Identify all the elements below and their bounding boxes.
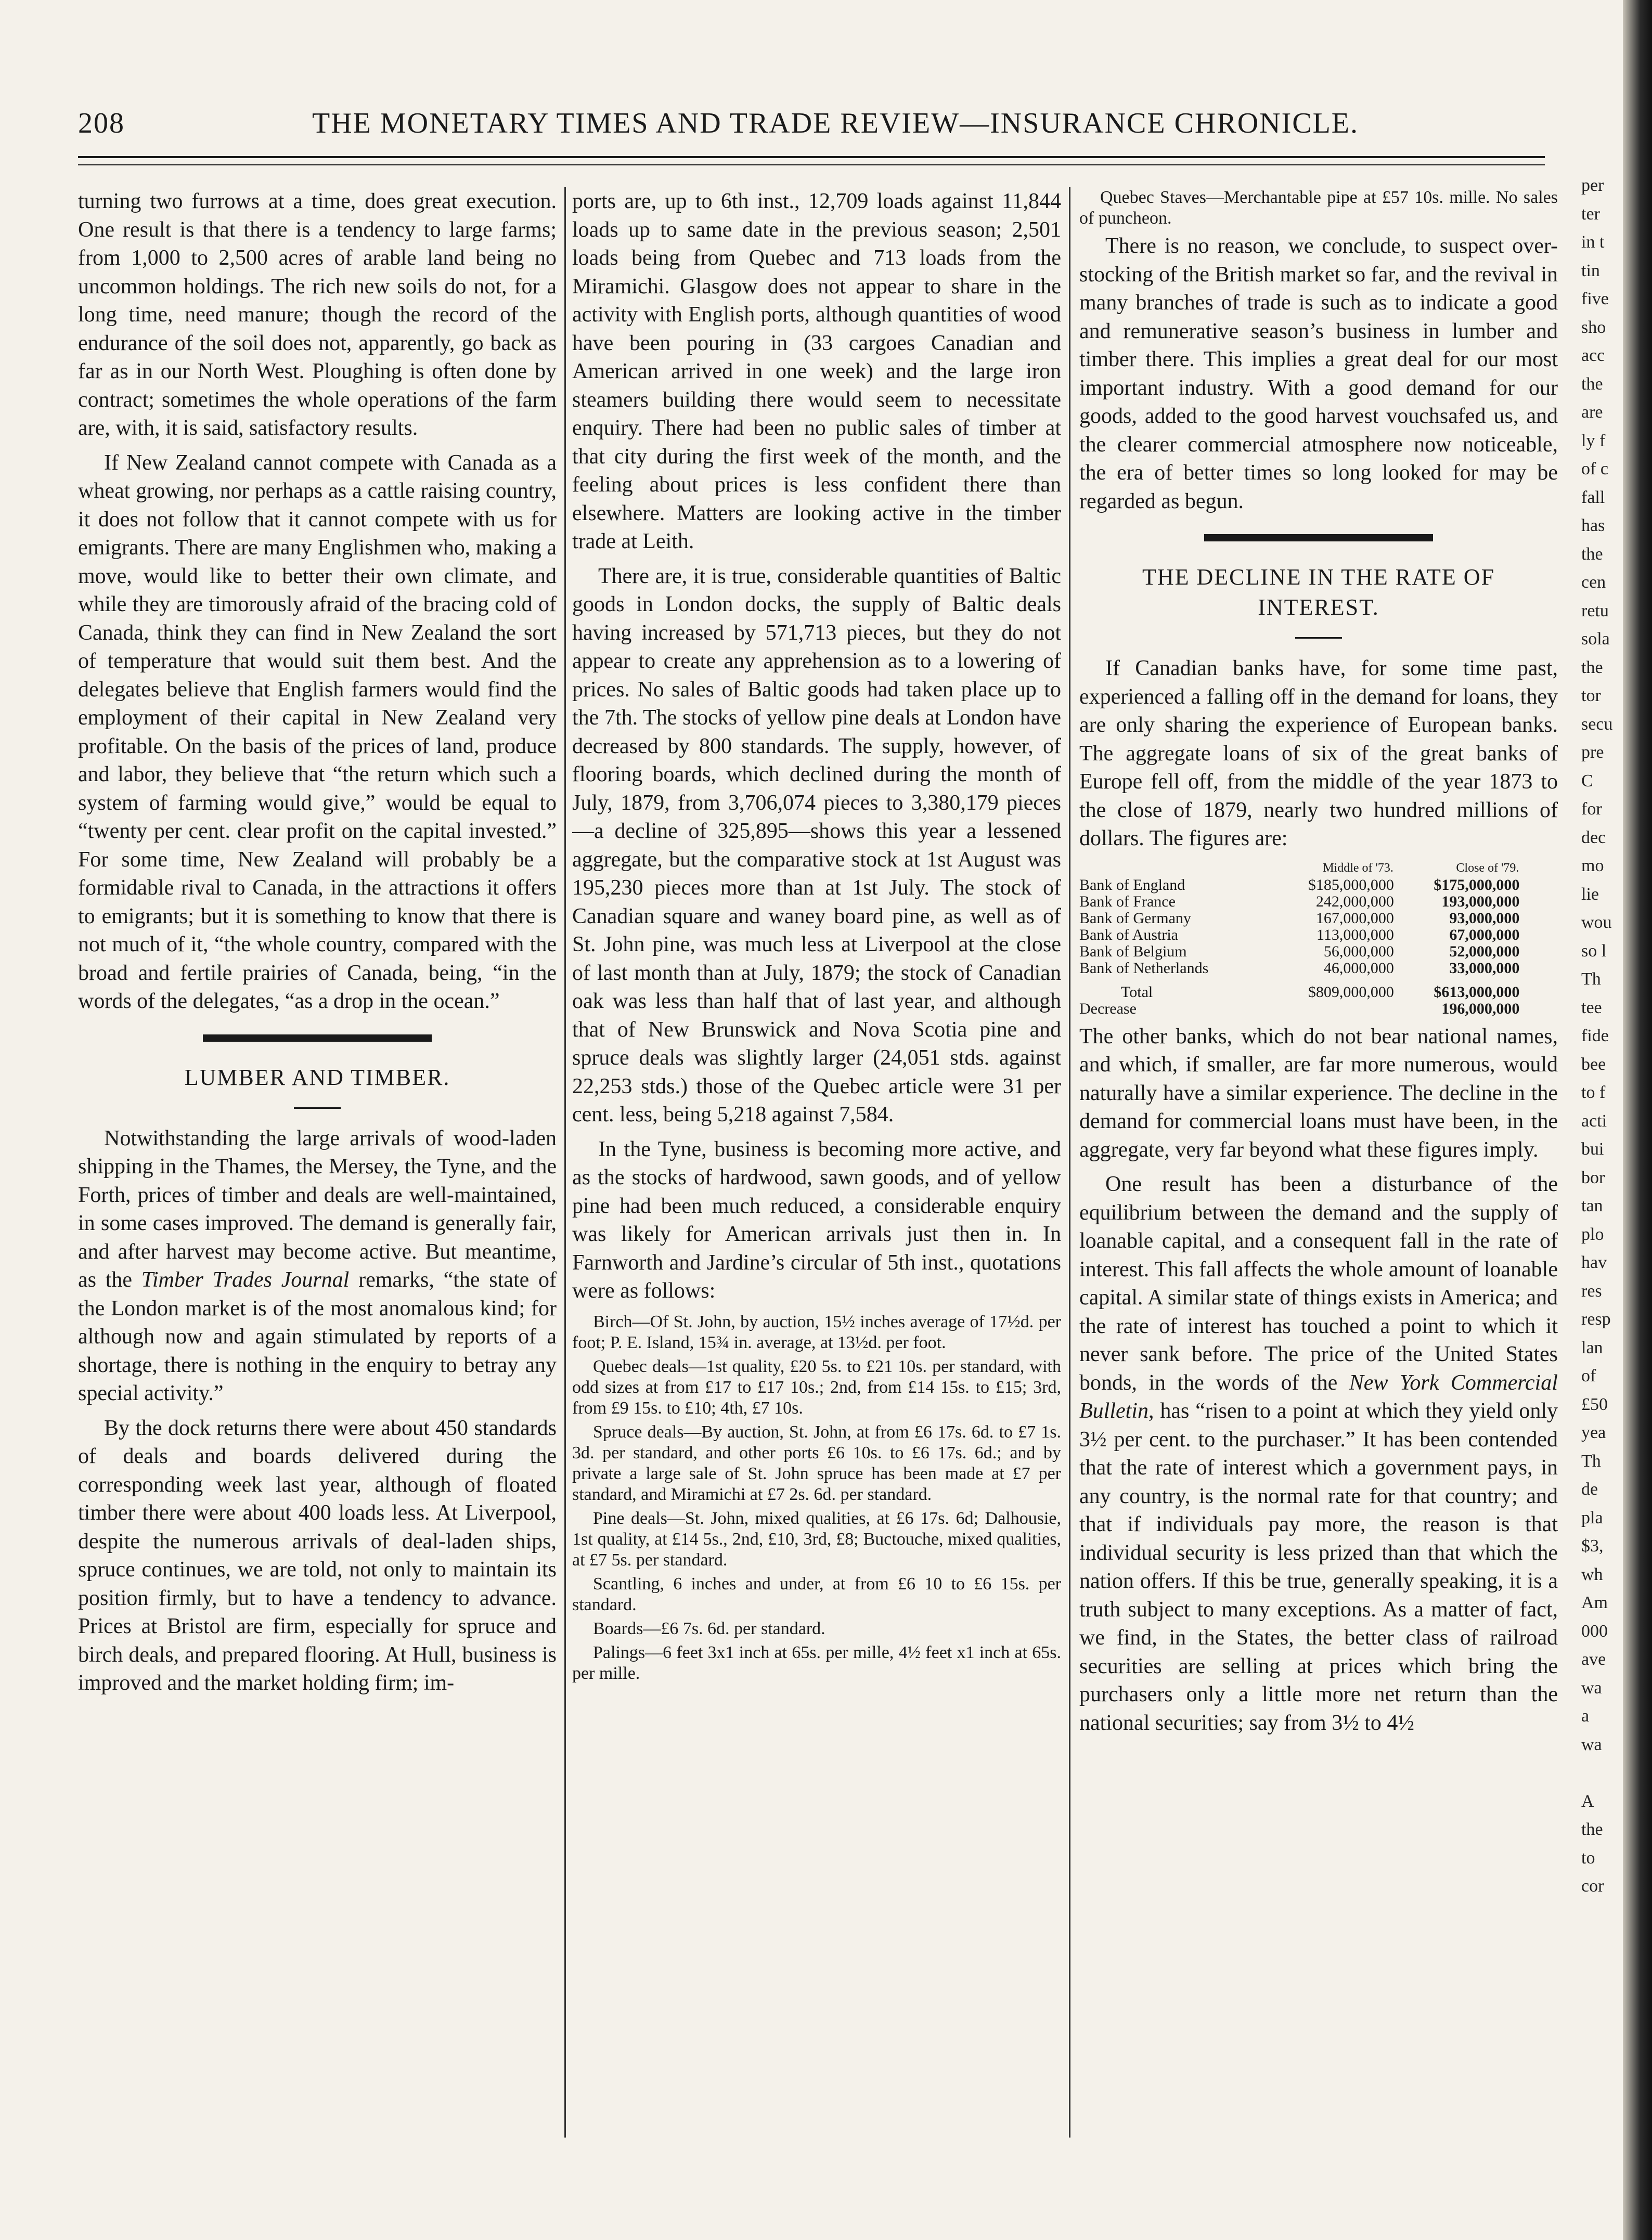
page-gutter-shadow [1623,0,1652,2240]
facing-page-fragment [1581,172,1623,2148]
quotation-item: Spruce deals—By auction, St. John, at from £6 17s. 6d. to £7 1s. 3d. per standard, and other ports £6 10s. to £6 17s. 6d.; and by private a large sale of St. John spruce has been made at £7 per standard, and Miramichi at £7 2s. 6d. per standard. [572,1422,1061,1504]
facing-page-word: lan [1581,1338,1603,1357]
facing-page-word: has [1581,516,1605,535]
facing-page-word: sho [1581,317,1606,337]
facing-page-word: pla [1581,1508,1603,1527]
facing-page-word: secu [1581,714,1613,734]
facing-page-word: 000 [1581,1621,1608,1641]
table-row: Bank of Belgium 56,000,000 52,000,000 [1079,942,1520,960]
facing-page-word: £50 [1581,1394,1608,1414]
column-divider [1069,187,1070,2138]
facing-page-word: fide [1581,1026,1609,1045]
header-rule [78,156,1545,165]
facing-page-word: retu [1581,601,1609,620]
table-row: Bank of Netherlands 46,000,000 33,000,000 [1079,959,1520,977]
paragraph: turning two furrows at a time, does great execution. One result is that there is a tendency to large farms; from 1,000 to 2,500 acres of arable land being no uncommon holdings. The rich new soils do not, for a long time, need manure; though the record of the endurance of the soil does not, apparently, go back as far as in our North West. Ploughing is often done by contract; sometimes the whole operations of the farm are, with, it is said, satisfactory results. [78,189,557,440]
paragraph: One result has been a disturbance of the equilibrium between the demand and the supply of loanable capital, and a consequent fall in the rate of interest. This fall affects the whole amount of loanable capital. A similar state of things exists in America; and the rate of interest has touched a point to which it never sank before. The price of the United States bonds, in the words of the New York Commercial Bulletin, has “risen to a point at which they yield only 3½ per cent. to the purchaser.” It has been contended that the rate of interest which a government pays, in any country, is the normal rate for that country; and that if individuals pay more, the reason is that individual security is less prized than that which the nation offers. If this be true, generally speaking, it is a truth subject to many exceptions. As a matter of fact, we find, in the States, the better class of railroad securities are selling at prices which bring the purchasers only a little more net return than the national securities; say from 3½ to 4½ [1079,1172,1558,1735]
facing-page-word: Am [1581,1593,1608,1612]
paragraph: There is no reason, we conclude, to suspect over-stocking of the British market so far, and the revival in many branches of trade is such as to indicate a good and remunerative season’s business in lumber and timber there. This implies a great deal for our most important industry. With a good demand for our goods, added to the good harvest vouchsafed us, and the clearer commercial atmosphere now noticeable, the era of better times so long looked for may be regarded as begun. [1079,234,1558,513]
quotation-item: Quebec Staves—Merchantable pipe at £57 10s. mille. No sales of puncheon. [1079,188,1558,228]
table-total-row: Total $809,000,000 $613,000,000 [1121,983,1520,1001]
facing-page-word: A [1581,1791,1594,1811]
quotations-list [1079,187,1558,229]
facing-page-word: sola [1581,629,1610,649]
facing-page-word: cor [1581,1876,1604,1896]
facing-page-word: the [1581,544,1603,564]
paragraph: Notwithstanding the large arrivals of wood-laden shipping in the Thames, the Mersey, the Tyne, and the Forth, prices of timber and deals are well-maintained, in some cases improved. The demand is generally fair, and after harvest may become active. But meantime, as the Timber Trades Journal remarks, “the state of the London market is of the most anomalous kind; for although now and again stimulated by reports of a shortage, there is nothing in the enquiry to betray any special activity.” [78,1126,557,1405]
facing-page-word: mo [1581,856,1604,875]
running-title: THE MONETARY TIMES AND TRADE REVIEW—INSURANCE CHRONICLE. [312,107,1359,139]
section-rule [1204,534,1433,541]
paragraph: In the Tyne, business is becoming more active, and as the stocks of hardwood, sawn goods, and of yellow pine had been much reduced, a considerable enquiry was likely for American arrivals just then in. In Farnworth and Jardine’s circular of 5th inst., quotations were as follows: [572,1137,1061,1303]
facing-page-word: of c [1581,459,1608,478]
paragraph: If Canadian banks have, for some time past, experienced a falling off in the demand for loans, they are only sharing the experience of European banks. The aggregate loans of six of the great banks of Europe fell off, from the middle of the year 1873 to the close of 1879, nearly two hundred millions of dollars. The figures are: [1079,656,1558,850]
paragraph: The other banks, which do not bear national names, and which, if smaller, are far more numerous, would naturally have a similar experience. The decline in the demand for commercial loans must have been, in the aggregate, very far beyond what these figures imply. [1079,1024,1558,1162]
facing-page-word: wa [1581,1734,1602,1754]
facing-page-word: Th [1581,969,1601,989]
facing-page-word: fall [1581,487,1605,507]
quotations-list [572,1312,1061,1684]
bank-loans-table [1079,859,1519,1017]
journal-title: New York Commercial Bulletin [1079,1370,1558,1423]
facing-page-word: ly f [1581,431,1606,450]
facing-page-word: tee [1581,998,1602,1017]
column-divider [564,187,566,2138]
facing-page-word [1581,1759,1623,1788]
facing-page-word: per [1581,176,1604,195]
facing-page-word: bee [1581,1054,1606,1074]
table-row: Bank of France 242,000,000 193,000,000 [1079,892,1520,910]
facing-page-word: to [1581,1848,1595,1868]
paragraph: If New Zealand cannot compete with Canada as a wheat growing, nor perhaps as a cattle raising country, it does not follow that it cannot compete with us for emigrants. There are many Englishmen who, making a move, would like to better their own climate, and while they are timorously afraid of the bracing cold of Canada, think they can find in New Zealand the sort of temperature that would suit them best. And the delegates believe that English farmers would find the employment of their capital in New Zealand very profitable. On the basis of the prices of land, produce and labor, they believe that “the return which such a system of farming would give,” would be equal to “twenty per cent. clear profit on the capital invested.” For some time, New Zealand will probably be a formidable rival to Canada, in the attractions it offers to emigrants; but it is something to know that there is not much of it, “the whole country, compared with the broad and fertile prairies of Canada, being, “in the words of the delegates, “as a drop in the ocean.” [78,450,557,1013]
facing-page-word: lie [1581,884,1599,904]
facing-page-word: tin [1581,261,1600,280]
journal-title: Timber Trades Journal [141,1268,350,1292]
facing-page-word: dec [1581,827,1606,847]
column-2 [572,187,1061,2153]
facing-page-word: a [1581,1706,1590,1726]
facing-page-word: so l [1581,941,1607,961]
paragraph: By the dock returns there were about 450 standards of deals and boards delivered during the corresponding week last year, although of floated timber there were about 400 loads less. At Liverpool, despite the numerous arrivals of deal-laden ships, spruce continues, we are told, not only to maintain its position firmly, but to have a tendency to advance. Prices at Bristol are firm, especially for spruce and birch deals, and prepared flooring. At Hull, business is improved and the market holding firm; im- [78,1416,557,1695]
facing-page-word: the [1581,1820,1603,1839]
quotation-item: Scantling, 6 inches and under, at from £6 10 to £6 15s. per standard. [572,1574,1061,1614]
facing-page-word: ter [1581,204,1600,224]
facing-page-word: five [1581,289,1609,308]
facing-page-word: acti [1581,1111,1607,1131]
section-heading-interest: THE DECLINE IN THE RATE OF INTEREST. [1142,564,1495,620]
heading-rule [294,1107,341,1109]
column-3 [1079,187,1558,2153]
facing-page-word: the [1581,657,1603,677]
facing-page-word: $3, [1581,1536,1604,1556]
section-heading-lumber: LUMBER AND TIMBER. [184,1064,450,1090]
facing-page-word: bor [1581,1168,1605,1187]
facing-page-word: acc [1581,346,1605,365]
facing-page-word: tan [1581,1196,1603,1215]
page-number: 208 [78,107,125,139]
table-row: Bank of England $185,000,000 $175,000,000 [1079,876,1520,894]
quotation-item: Boards—£6 7s. 6d. per standard. [593,1619,825,1638]
table-header: Close of '79. [1456,861,1519,875]
facing-page-word: wh [1581,1564,1603,1584]
facing-page-word: pre [1581,743,1604,762]
facing-page-word: in t [1581,232,1605,252]
table-header: Middle of '73. [1323,861,1393,875]
facing-page-word: res [1581,1281,1602,1301]
facing-page-word: hav [1581,1253,1607,1272]
facing-page-word: for [1581,799,1602,819]
facing-page-word: ave [1581,1650,1606,1669]
heading-rule [1295,637,1342,639]
facing-page-word: wou [1581,913,1612,932]
facing-page-word: bui [1581,1140,1604,1159]
facing-page-word: the [1581,374,1603,394]
table-row: Bank of Austria 113,000,000 67,000,000 [1079,926,1520,943]
facing-page-word: plo [1581,1224,1604,1244]
facing-page-word: C [1581,771,1593,791]
quotation-item: Quebec deals—1st quality, £20 5s. to £21 10s. per standard, with odd sizes at from £17 to £17 10s.; 2nd, from £14 15s. to £15; 3rd, from £9 15s. to £10; 4th, £7 10s. [572,1356,1061,1418]
facing-page-word: resp [1581,1310,1611,1329]
column-1 [78,187,557,2153]
quotation-item: Pine deals—St. John, mixed qualities, at £6 17s. 6d; Dalhousie, 1st quality, at £14 5s., 2nd, £10, 3rd, £8; Buctouche, mixed qualities, at £7 5s. per standard. [572,1508,1061,1570]
quotation-item: Birch—Of St. John, by auction, 15½ inches average of 17½d. per foot; P. E. Island, 15¾ in. average, at 13½d. per foot. [572,1312,1061,1352]
page-header [78,107,1378,153]
facing-page-word: cen [1581,573,1606,592]
facing-page-word: tor [1581,686,1601,705]
table-row: Bank of Germany 167,000,000 93,000,000 [1079,909,1520,927]
paragraph: There are, it is true, considerable quantities of Baltic goods in London docks, the supply of Baltic deals having increased by 571,713 pieces, but they do not appear to create any apprehension as to a lowering of prices. No sales of Baltic goods had taken place up to the 7th. The stocks of yellow pine deals at London have decreased by 800 standards. The supply, however, of flooring boards, which declined during the month of July, 1879, from 3,706,074 pieces to 3,380,179 pieces—a decline of 325,895—shows this year a lessened aggregate, but the comparative stock at 1st August was 195,230 pieces more than at 1st July. The stock of Canadian square and waney board pine, as well as of St. John pine, was much less at Liverpool at the close of last month than at July, 1879; the stock of Canadian oak was less than half that of last year, and although that of New Brunswick and Nova Scotia pine and spruce deals was slightly larger (24,051 stds. against 22,253 stds.) those of the Quebec article were 31 per cent. less, being 5,218 against 7,584. [572,564,1061,1127]
facing-page-word: yea [1581,1423,1606,1442]
quotation-item: Palings—6 feet 3x1 inch at 65s. per mille, 4½ feet x1 inch at 65s. per mille. [572,1642,1061,1683]
table-decrease-row: Decrease 196,000,000 [1079,1000,1520,1017]
facing-page-word: Th [1581,1451,1601,1471]
facing-page-word: wa [1581,1678,1602,1698]
facing-page-word: de [1581,1480,1598,1499]
section-rule [203,1034,432,1042]
paragraph: ports are, up to 6th inst., 12,709 loads against 11,844 loads up to same date in the previous season; 2,501 loads being from Quebec and 713 loads from the Miramichi. Glasgow does not appear to share in the activity with English ports, although quantities of wood have been pouring in (33 cargoes Canadian and American arrived in one week) and the large iron steamers building there would seem to necessitate enquiry. There had been no public sales of timber at that city during the first week of the month, and the feeling about prices is less confident there than elsewhere. Matters are looking active in the timber trade at Leith. [572,189,1061,553]
facing-page-word: are [1581,403,1603,422]
facing-page-word: to f [1581,1083,1606,1102]
facing-page-word: of [1581,1366,1596,1386]
